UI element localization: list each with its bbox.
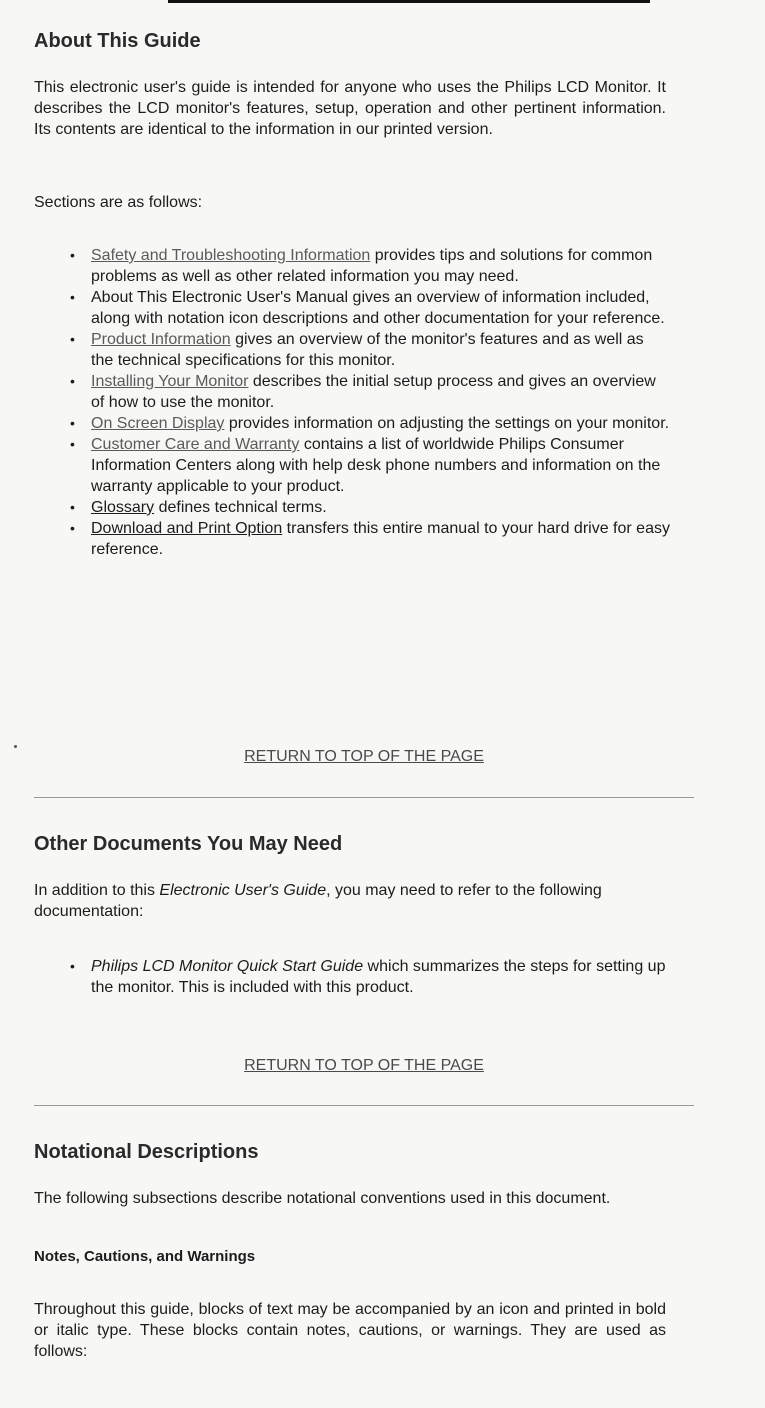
section-link[interactable]: Safety and Troubleshooting Information <box>91 247 371 264</box>
sections-label: Sections are as follows: <box>34 194 203 211</box>
section-description: describes the initial setup process and gives an overview of how to use the monitor. <box>91 373 656 411</box>
section-link[interactable]: Product Information <box>91 331 231 348</box>
notational-intro: The following subsections describe notational conventions used in this document. <box>34 1190 611 1207</box>
section-link[interactable]: Customer Care and Warranty <box>91 436 300 453</box>
list-item: • On Screen Display provides information on adjusting the settings on your monitor. <box>70 415 670 432</box>
list-item: • Product Information gives an overview of the monitor's features and as well as the technical specifications for this monitor. <box>70 331 644 369</box>
return-to-top-link[interactable]: RETURN TO TOP OF THE PAGE <box>244 1057 484 1074</box>
top-rule <box>168 0 650 3</box>
list-item: • Safety and Troubleshooting Information provides tips and solutions for common problems as well as other related information you may need. <box>70 247 653 285</box>
section-link[interactable]: Glossary <box>91 499 155 516</box>
scan-speck <box>14 745 17 748</box>
section-divider <box>34 1105 694 1106</box>
list-item: • Installing Your Monitor describes the initial setup process and gives an overview of how to use the monitor. <box>70 373 656 411</box>
list-item: • Glossary defines technical terms. <box>70 499 327 516</box>
section-description: contains a list of worldwide Philips Consumer Information Centers along with help desk phone numbers and information on the warranty applicable to your product. <box>91 436 661 495</box>
section-description: About This Electronic User's Manual gives an overview of information included, along with notation icon descriptions and other documentation for your reference. <box>91 289 665 327</box>
return-to-top-link[interactable]: RETURN TO TOP OF THE PAGE <box>244 748 484 765</box>
other-docs-heading: Other Documents You May Need <box>34 833 343 855</box>
sections-list <box>70 245 670 560</box>
about-intro: This electronic user's guide is intended for anyone who uses the Philips LCD Monitor. It describes the LCD monitor's features, setup, operation and other pertinent information. Its contents are identical to the information in our printed version. <box>34 79 666 138</box>
notational-body: Throughout this guide, blocks of text may be accompanied by an icon and printed in bold or italic type. These blocks contain notes, cautions, or warnings. They are used as follows: <box>34 1301 666 1360</box>
list-item: • Philips LCD Monitor Quick Start Guide which summarizes the steps for setting up the monitor. This is included with this product. <box>70 958 666 996</box>
notes-subheading: Notes, Cautions, and Warnings <box>34 1248 256 1265</box>
about-heading: About This Guide <box>34 30 201 52</box>
section-link[interactable]: On Screen Display <box>91 415 225 432</box>
section-description: gives an overview of the monitor's features and as well as the technical specifications for this monitor. <box>91 331 644 369</box>
list-item: • About This Electronic User's Manual gives an overview of information included, along with notation icon descriptions and other documentation for your reference. <box>70 289 665 327</box>
section-description: provides tips and solutions for common problems as well as other related information you may need. <box>91 247 653 285</box>
section-divider <box>34 797 694 798</box>
other-docs-list <box>70 956 670 998</box>
section-link[interactable]: Download and Print Option <box>91 520 283 537</box>
section-description: defines technical terms. <box>154 499 327 516</box>
list-item: • Download and Print Option transfers this entire manual to your hard drive for easy reference. <box>70 520 670 558</box>
notational-heading: Notational Descriptions <box>34 1141 259 1163</box>
section-description: transfers this entire manual to your hard drive for easy reference. <box>91 520 670 558</box>
section-link[interactable]: Installing Your Monitor <box>91 373 249 390</box>
section-description: provides information on adjusting the settings on your monitor. <box>224 415 670 432</box>
other-docs-intro: In addition to this Electronic User's Guide, you may need to refer to the following documentation: <box>34 882 602 920</box>
list-item: • Customer Care and Warranty contains a list of worldwide Philips Consumer Information Centers along with help desk phone numbers and information on the warranty applicable to your product. <box>70 436 661 495</box>
